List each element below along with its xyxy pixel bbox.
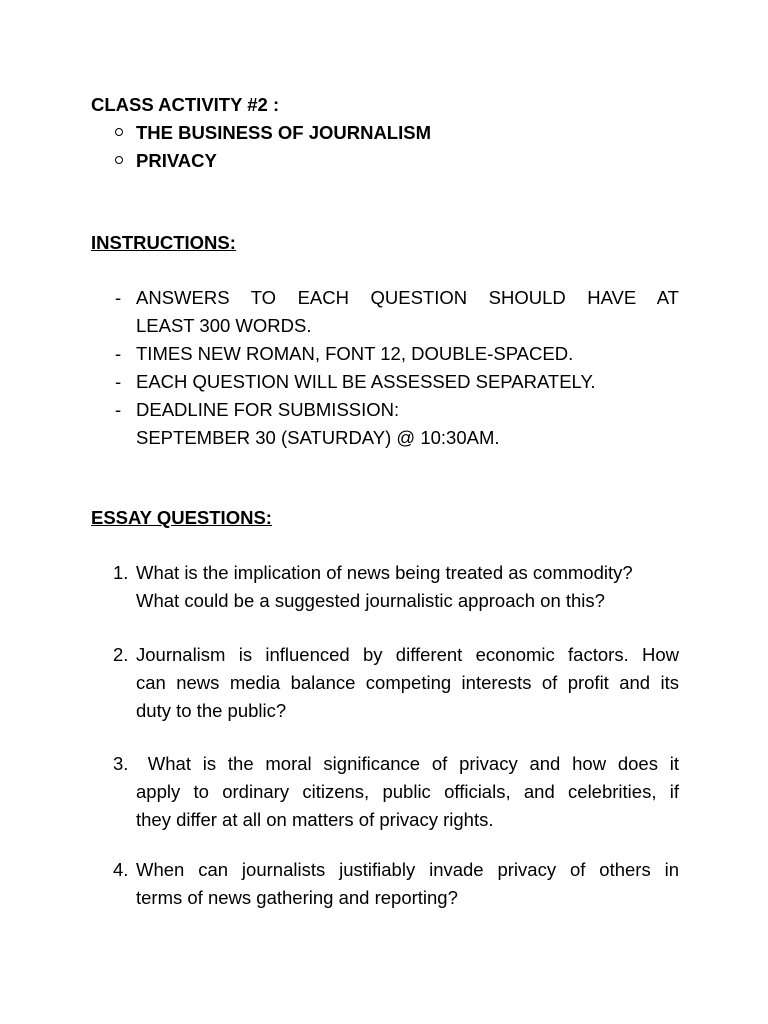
question-number: 2. bbox=[113, 644, 129, 665]
instruction-line: EACH QUESTION WILL BE ASSESSED SEPARATELY. bbox=[136, 371, 596, 392]
question-line: duty to the public? bbox=[136, 700, 287, 721]
topic-label: PRIVACY bbox=[136, 150, 217, 171]
question-number: 3. bbox=[113, 753, 129, 774]
question-line: terms of news gathering and reporting? bbox=[136, 887, 458, 908]
instruction-item bbox=[91, 396, 679, 452]
question-line: Journalism is influenced by different economic factors. How bbox=[136, 644, 679, 665]
question-line: apply to ordinary citizens, public officials, and celebrities, if bbox=[136, 781, 679, 802]
question-item bbox=[91, 750, 679, 834]
instruction-line: DEADLINE FOR SUBMISSION: bbox=[136, 399, 400, 420]
question-line: What could be a suggested journalistic approach on this? bbox=[136, 590, 605, 611]
dash-bullet: - bbox=[115, 371, 122, 392]
instructions-heading: INSTRUCTIONS: bbox=[91, 232, 236, 253]
essay-heading: ESSAY QUESTIONS: bbox=[91, 507, 272, 528]
question-line: can news media balance competing interests of profit and its bbox=[136, 672, 679, 693]
instructions-list bbox=[91, 284, 679, 452]
hollow-bullet-icon bbox=[115, 128, 123, 136]
instruction-item bbox=[91, 284, 679, 340]
question-number: 1. bbox=[113, 562, 129, 583]
question-item bbox=[91, 559, 679, 615]
instruction-line: SEPTEMBER 30 (SATURDAY) @ 10:30AM. bbox=[136, 427, 500, 448]
topic-list bbox=[91, 119, 679, 175]
essay-section bbox=[91, 504, 679, 532]
instruction-item bbox=[91, 340, 679, 368]
instructions-section bbox=[91, 229, 679, 257]
hollow-bullet-icon bbox=[115, 156, 123, 164]
question-line: they differ at all on matters of privacy rights. bbox=[136, 809, 494, 830]
question-line: What is the implication of news being treated as commodity? bbox=[136, 562, 633, 583]
header bbox=[91, 91, 679, 171]
question-item bbox=[91, 641, 679, 725]
question-item bbox=[91, 856, 679, 912]
topic-label: THE BUSINESS OF JOURNALISM bbox=[136, 122, 431, 143]
question-line: When can journalists justifiably invade privacy of others in bbox=[136, 859, 679, 880]
question-number: 4. bbox=[113, 859, 129, 880]
instruction-line: LEAST 300 WORDS. bbox=[136, 315, 312, 336]
topic-item bbox=[91, 119, 679, 147]
question-line: What is the moral significance of privacy and how does it bbox=[136, 753, 679, 774]
instruction-line: TIMES NEW ROMAN, FONT 12, DOUBLE-SPACED. bbox=[136, 343, 574, 364]
instruction-line: ANSWERS TO EACH QUESTION SHOULD HAVE AT bbox=[136, 287, 679, 308]
topic-item bbox=[91, 147, 679, 175]
dash-bullet: - bbox=[115, 287, 122, 308]
activity-title: CLASS ACTIVITY #2 : bbox=[91, 94, 280, 115]
dash-bullet: - bbox=[115, 343, 122, 364]
dash-bullet: - bbox=[115, 399, 122, 420]
instruction-item bbox=[91, 368, 679, 396]
